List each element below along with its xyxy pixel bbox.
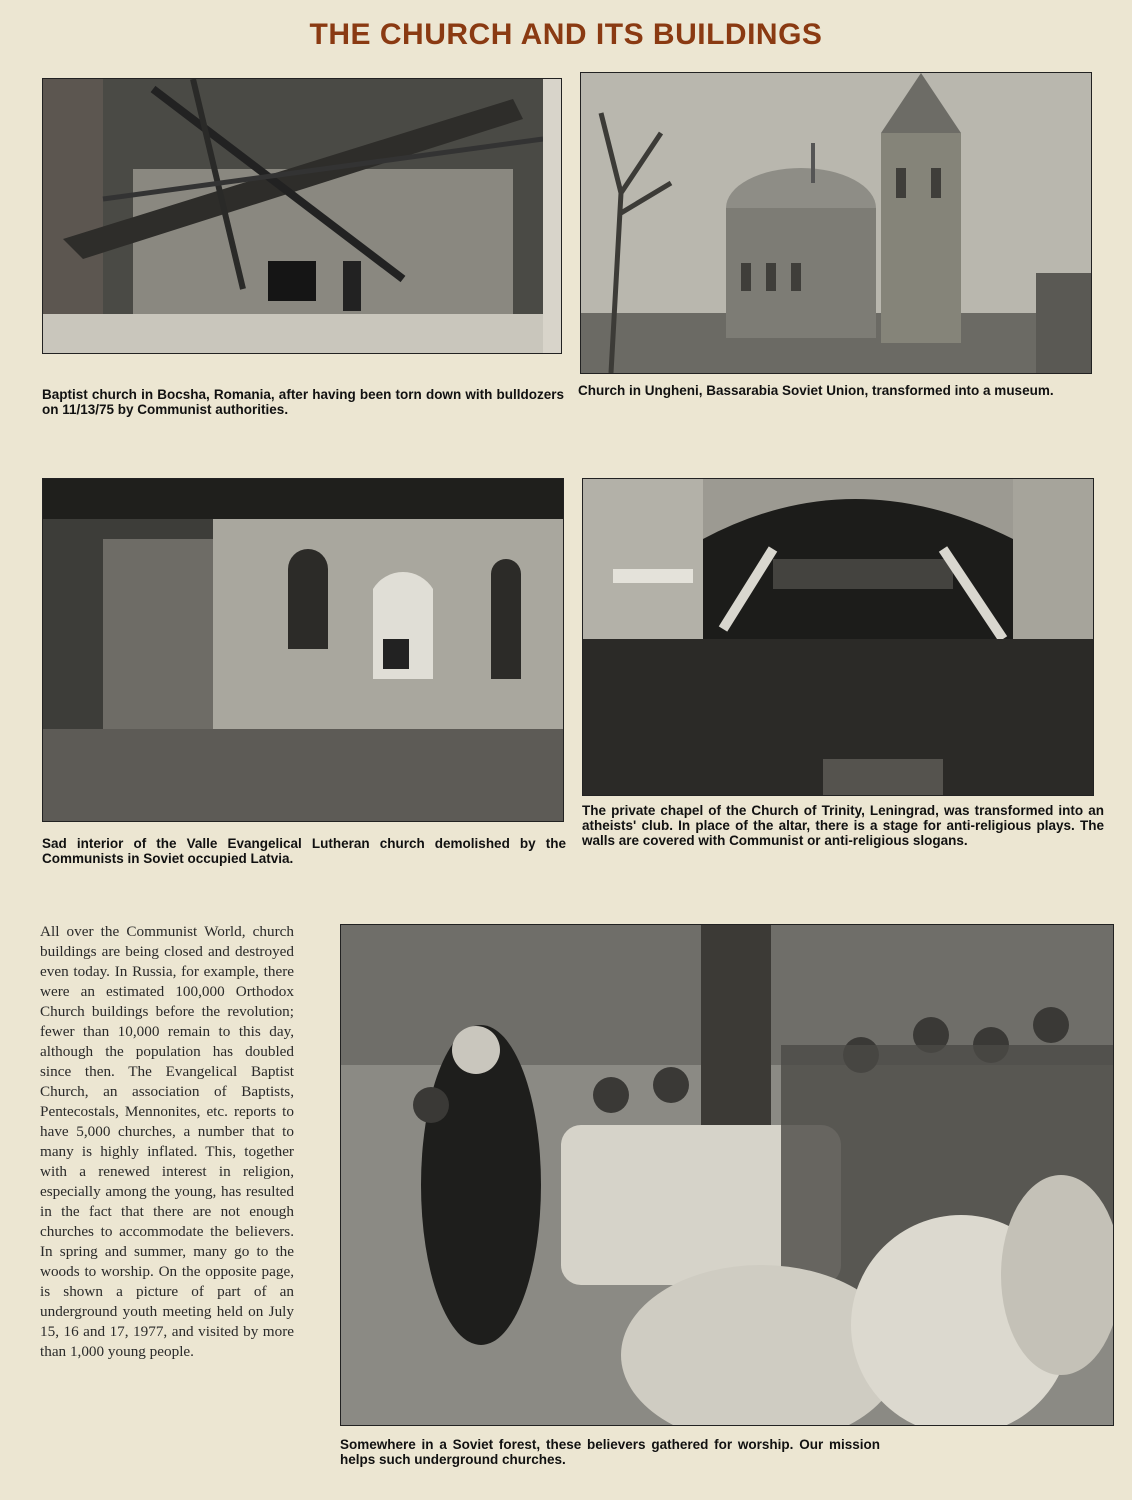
- caption-demolished-baptist-church: Baptist church in Bocsha, Romania, after having been torn down with bulldozers on 11/13/75 by Communist authorities.: [42, 387, 564, 417]
- caption-trinity-chapel-atheist-club: The private chapel of the Church of Trinity, Leningrad, was transformed into an atheists' club. In place of the altar, there is a stage for anti-religious plays. The walls are covered with Communist or anti-religious slogans.: [582, 803, 1104, 848]
- caption-forest-worship-gathering: Somewhere in a Soviet forest, these believers gathered for worship. Our mission helps such underground churches.: [340, 1437, 880, 1467]
- caption-ungheni-church: Church in Ungheni, Bassarabia Soviet Union, transformed into a museum.: [578, 383, 1054, 398]
- page-title: THE CHURCH AND ITS BUILDINGS: [309, 18, 823, 51]
- photo-demolished-baptist-church: [42, 78, 562, 354]
- caption-valle-lutheran-interior: Sad interior of the Valle Evangelical Lutheran church demolished by the Communists in Soviet occupied Latvia.: [42, 836, 566, 866]
- article-text: All over the Communist World, church buildings are being closed and destroyed even today. In Russia, for example, there were an estimated 100,000 Orthodox Church buildings before the revolution; fewer than 10,000 remain to this day, although the population has doubled since then. The Evangelical Baptist Church, an association of Baptists, Pentecostals, Mennonites, etc. reports to have 5,000 churches, a number that to many is highly inflated. This, together with a renewed interest in religion, especially among the young, has resulted in the fact that there are not enough churches to accommodate the believers. In spring and summer, many go to the woods to worship. On the opposite page, is shown a picture of part of an underground youth meeting held on July 15, 16 and 17, 1977, and visited by more than 1,000 young people.: [40, 923, 294, 1360]
- photo-valle-lutheran-interior: [42, 478, 564, 822]
- photo-forest-worship-gathering: [340, 924, 1114, 1426]
- photo-trinity-chapel-atheist-club: [582, 478, 1094, 796]
- photo-ungheni-church: [580, 72, 1092, 374]
